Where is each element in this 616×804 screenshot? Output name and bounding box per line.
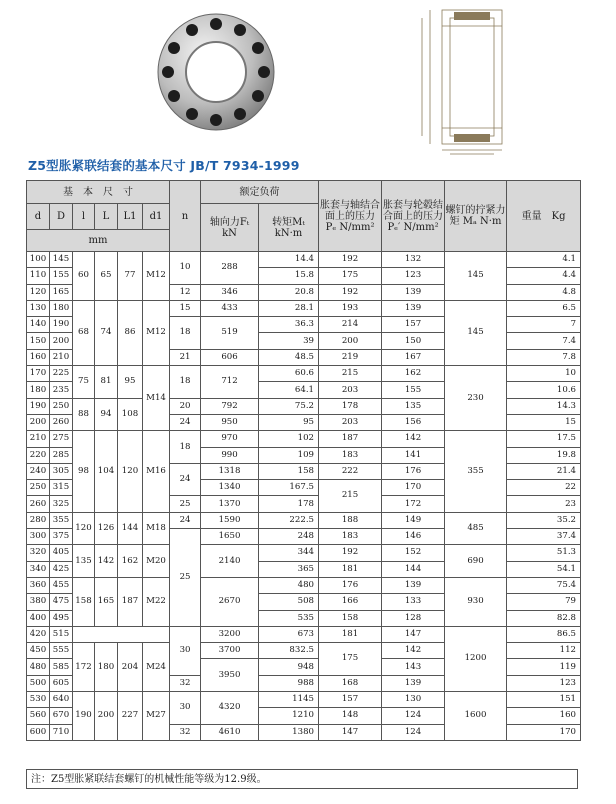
cell-d: 280 xyxy=(27,512,50,528)
cell-pf: 222 xyxy=(319,463,382,479)
cell-pf: 181 xyxy=(319,626,382,642)
cell-L1: 77 xyxy=(118,252,143,301)
cell-d: 560 xyxy=(27,708,50,724)
cell-mt: 39 xyxy=(259,333,319,349)
cell-ft: 1590 xyxy=(201,512,259,528)
cell-D: 285 xyxy=(50,447,73,463)
cell-weight: 151 xyxy=(507,692,581,708)
cell-mt: 673 xyxy=(259,626,319,642)
cell-pf: 219 xyxy=(319,349,382,365)
table-row xyxy=(27,692,581,708)
cell-weight: 19.8 xyxy=(507,447,581,463)
cell-pf2: 156 xyxy=(382,414,445,430)
cell-ft: 4320 xyxy=(201,692,259,725)
cell-weight: 7 xyxy=(507,317,581,333)
cell-weight: 10 xyxy=(507,366,581,382)
cell-weight: 17.5 xyxy=(507,431,581,447)
cell-D: 145 xyxy=(50,252,73,268)
cell-mt: 15.8 xyxy=(259,268,319,284)
cell-n: 30 xyxy=(170,692,201,725)
cell-pf2: 146 xyxy=(382,529,445,545)
cell-D: 155 xyxy=(50,268,73,284)
cell-D: 405 xyxy=(50,545,73,561)
cell-d: 500 xyxy=(27,675,50,691)
cell-ft: 950 xyxy=(201,414,259,430)
cell-ma: 930 xyxy=(445,577,507,626)
cell-d: 120 xyxy=(27,284,50,300)
cell-d: 190 xyxy=(27,398,50,414)
table-row xyxy=(27,626,581,642)
cell-mt: 535 xyxy=(259,610,319,626)
cell-n: 32 xyxy=(170,724,201,740)
cell-pf: 178 xyxy=(319,398,382,414)
cell-L: 74 xyxy=(95,300,118,365)
cell-d: 340 xyxy=(27,561,50,577)
cell-mt: 14.4 xyxy=(259,252,319,268)
cell-D: 355 xyxy=(50,512,73,528)
cell-d: 110 xyxy=(27,268,50,284)
cell-d: 150 xyxy=(27,333,50,349)
cell-d: 600 xyxy=(27,724,50,740)
cell-pf2: 167 xyxy=(382,349,445,365)
cell-weight: 7.4 xyxy=(507,333,581,349)
cell-pf: 175 xyxy=(319,643,382,676)
cell-n: 18 xyxy=(170,366,201,399)
header-weight: 重量 Kg xyxy=(507,181,581,252)
cell-D: 325 xyxy=(50,496,73,512)
cell-mt: 508 xyxy=(259,594,319,610)
cell-pf: 158 xyxy=(319,610,382,626)
cell-d1: M12 xyxy=(143,252,170,301)
header-screw-torque: 螺钉的拧紧力矩 Mₐ N·m xyxy=(445,181,507,252)
cell-pf: 193 xyxy=(319,300,382,316)
cell-pf2: 139 xyxy=(382,300,445,316)
table-row xyxy=(27,300,581,316)
cell-L: 165 xyxy=(95,577,118,626)
cell-D: 515 xyxy=(50,626,73,642)
cell-n: 20 xyxy=(170,398,201,414)
spec-table xyxy=(26,180,581,741)
cell-ma: 145 xyxy=(445,300,507,365)
cell-n: 25 xyxy=(170,529,201,627)
cell-pf2: 143 xyxy=(382,659,445,675)
cell-mt: 95 xyxy=(259,414,319,430)
cell-weight: 14.3 xyxy=(507,398,581,414)
cell-d1: M18 xyxy=(143,512,170,545)
cell-mt: 20.8 xyxy=(259,284,319,300)
cell-d: 360 xyxy=(27,577,50,593)
header-D: D xyxy=(50,204,73,230)
cell-mt: 222.5 xyxy=(259,512,319,528)
cell-pf2: 144 xyxy=(382,561,445,577)
cell-d: 240 xyxy=(27,463,50,479)
cell-d: 530 xyxy=(27,692,50,708)
cell-L1: 162 xyxy=(118,545,143,578)
cell-n: 32 xyxy=(170,675,201,691)
cell-d: 450 xyxy=(27,643,50,659)
cell-d1: M20 xyxy=(143,545,170,578)
cell-pf: 166 xyxy=(319,594,382,610)
cell-pf: 175 xyxy=(319,268,382,284)
cell-pf2: 130 xyxy=(382,692,445,708)
cell-mt: 48.5 xyxy=(259,349,319,365)
cell-l: 135 xyxy=(73,545,95,578)
cell-ft: 1318 xyxy=(201,463,259,479)
cell-L1: 86 xyxy=(118,300,143,365)
cell-D: 260 xyxy=(50,414,73,430)
cell-weight: 4.1 xyxy=(507,252,581,268)
cell-ma: 355 xyxy=(445,431,507,512)
cell-l: 120 xyxy=(73,512,95,545)
cell-l: 158 xyxy=(73,577,95,626)
cell-L1: 187 xyxy=(118,577,143,626)
cell-pf: 183 xyxy=(319,529,382,545)
cell-pf: 148 xyxy=(319,708,382,724)
cell-ft: 3700 xyxy=(201,643,259,659)
cell-D: 710 xyxy=(50,724,73,740)
cell-D: 235 xyxy=(50,382,73,398)
cell-ma: 1600 xyxy=(445,692,507,741)
cell-ft: 519 xyxy=(201,317,259,350)
cell-weight: 10.6 xyxy=(507,382,581,398)
cell-weight: 15 xyxy=(507,414,581,430)
cell-ft: 4610 xyxy=(201,724,259,740)
cell-weight: 75.4 xyxy=(507,577,581,593)
cell-pf: 203 xyxy=(319,414,382,430)
cell-mt: 64.1 xyxy=(259,382,319,398)
cell-ft: 433 xyxy=(201,300,259,316)
cell-weight: 119 xyxy=(507,659,581,675)
cell-d: 250 xyxy=(27,480,50,496)
table-row xyxy=(27,252,581,268)
cell-pf: 147 xyxy=(319,724,382,740)
cell-ft: 346 xyxy=(201,284,259,300)
cell-D: 375 xyxy=(50,529,73,545)
cell-pf2: 150 xyxy=(382,333,445,349)
cell-pf: 187 xyxy=(319,431,382,447)
cell-weight: 112 xyxy=(507,643,581,659)
cell-pf2: 139 xyxy=(382,675,445,691)
cell-pf: 176 xyxy=(319,577,382,593)
cell-D: 315 xyxy=(50,480,73,496)
cell-weight: 86.5 xyxy=(507,626,581,642)
cell-ft: 792 xyxy=(201,398,259,414)
cell-d1: M22 xyxy=(143,577,170,626)
cell-ft: 3950 xyxy=(201,659,259,692)
cell-weight: 23 xyxy=(507,496,581,512)
cell-d: 260 xyxy=(27,496,50,512)
cell-mt: 832.5 xyxy=(259,643,319,659)
header-d: d xyxy=(27,204,50,230)
cell-L: 180 xyxy=(95,643,118,692)
cell-pf2: 176 xyxy=(382,463,445,479)
header-d1: d1 xyxy=(143,204,170,230)
cell-ft: 990 xyxy=(201,447,259,463)
cell-D: 475 xyxy=(50,594,73,610)
cell-mt: 948 xyxy=(259,659,319,675)
cell-L1: 144 xyxy=(118,512,143,545)
cell-L1: 108 xyxy=(118,398,143,431)
cell-d1: M27 xyxy=(143,692,170,741)
cell-D: 425 xyxy=(50,561,73,577)
cell-weight: 4.4 xyxy=(507,268,581,284)
cell-L: 81 xyxy=(95,366,118,399)
cell-pf2: 123 xyxy=(382,268,445,284)
header-L1: L1 xyxy=(118,204,143,230)
cell-D: 640 xyxy=(50,692,73,708)
cell-pf2: 147 xyxy=(382,626,445,642)
cell-weight: 160 xyxy=(507,708,581,724)
cell-pf: 181 xyxy=(319,561,382,577)
cell-l: 190 xyxy=(73,692,95,741)
cell-mt: 36.3 xyxy=(259,317,319,333)
cell-pf2: 162 xyxy=(382,366,445,382)
cell-pf2: 132 xyxy=(382,252,445,268)
cell-weight: 123 xyxy=(507,675,581,691)
cell-n: 30 xyxy=(170,626,201,675)
table-row xyxy=(27,545,581,561)
cell-pf: 192 xyxy=(319,252,382,268)
cell-pf2: 124 xyxy=(382,708,445,724)
cell-D: 200 xyxy=(50,333,73,349)
cell-mt: 248 xyxy=(259,529,319,545)
cell-D: 250 xyxy=(50,398,73,414)
cell-pf: 192 xyxy=(319,284,382,300)
cell-ma: 1200 xyxy=(445,626,507,691)
cell-pf2: 172 xyxy=(382,496,445,512)
header-sleeve-hub: 胀套与轮毂结合面上的压力Pₑ′ N/mm² xyxy=(382,181,445,252)
cell-weight: 6.5 xyxy=(507,300,581,316)
cell-l: 98 xyxy=(73,431,95,512)
cell-ft: 606 xyxy=(201,349,259,365)
cell-mt: 28.1 xyxy=(259,300,319,316)
cell-l: 60 xyxy=(73,252,95,301)
cell-n: 25 xyxy=(170,496,201,512)
cell-pf2: 170 xyxy=(382,480,445,496)
cell-L1: 120 xyxy=(118,431,143,512)
cell-L: 142 xyxy=(95,545,118,578)
header-sleeve-shaft: 胀套与轴结合面上的压力 Pₑ N/mm² xyxy=(319,181,382,252)
cell-n: 15 xyxy=(170,300,201,316)
cell-blank xyxy=(73,626,170,642)
cell-ft: 288 xyxy=(201,252,259,285)
cell-d: 210 xyxy=(27,431,50,447)
cell-d1: M16 xyxy=(143,431,170,512)
cell-d1: M24 xyxy=(143,643,170,692)
cell-weight: 54.1 xyxy=(507,561,581,577)
cell-D: 275 xyxy=(50,431,73,447)
illustration-area xyxy=(0,0,616,150)
cell-mt: 178 xyxy=(259,496,319,512)
expansion-sleeve-photo xyxy=(150,6,278,134)
cell-ma: 690 xyxy=(445,545,507,578)
cell-weight: 51.3 xyxy=(507,545,581,561)
cell-pf2: 133 xyxy=(382,594,445,610)
cell-D: 180 xyxy=(50,300,73,316)
cell-pf: 214 xyxy=(319,317,382,333)
cell-mt: 988 xyxy=(259,675,319,691)
header-n: n xyxy=(170,181,201,252)
cell-pf: 188 xyxy=(319,512,382,528)
cell-ma: 230 xyxy=(445,366,507,431)
table-footnote: 注：Z5型胀紧联结套螺钉的机械性能等级为12.9级。 xyxy=(26,769,578,789)
cell-pf: 192 xyxy=(319,545,382,561)
cell-ft: 970 xyxy=(201,431,259,447)
cell-weight: 79 xyxy=(507,594,581,610)
cell-mt: 1380 xyxy=(259,724,319,740)
cell-L: 126 xyxy=(95,512,118,545)
cell-L1: 204 xyxy=(118,643,143,692)
cell-D: 190 xyxy=(50,317,73,333)
cell-weight: 4.8 xyxy=(507,284,581,300)
cell-pf2: 141 xyxy=(382,447,445,463)
cell-d: 200 xyxy=(27,414,50,430)
cell-D: 225 xyxy=(50,366,73,382)
cell-n: 24 xyxy=(170,512,201,528)
cell-L: 65 xyxy=(95,252,118,301)
cell-D: 495 xyxy=(50,610,73,626)
cell-pf: 157 xyxy=(319,692,382,708)
cell-pf: 183 xyxy=(319,447,382,463)
cell-n: 12 xyxy=(170,284,201,300)
cell-mt: 75.2 xyxy=(259,398,319,414)
cell-ft: 712 xyxy=(201,366,259,399)
cell-pf2: 155 xyxy=(382,382,445,398)
cell-pf2: 157 xyxy=(382,317,445,333)
cell-ft: 3200 xyxy=(201,626,259,642)
cell-mt: 480 xyxy=(259,577,319,593)
page-title: Z5型胀紧联结套的基本尺寸 JB/T 7934-1999 xyxy=(28,158,300,173)
cell-pf2: 142 xyxy=(382,643,445,659)
cell-mt: 1210 xyxy=(259,708,319,724)
cell-mt: 1145 xyxy=(259,692,319,708)
cell-pf2: 149 xyxy=(382,512,445,528)
cell-l: 172 xyxy=(73,643,95,692)
cell-pf2: 135 xyxy=(382,398,445,414)
cell-mt: 102 xyxy=(259,431,319,447)
header-mm-unit: mm xyxy=(27,230,170,252)
cell-D: 455 xyxy=(50,577,73,593)
header-l: l xyxy=(73,204,95,230)
cell-L1: 227 xyxy=(118,692,143,741)
cell-pf2: 139 xyxy=(382,577,445,593)
cell-d: 100 xyxy=(27,252,50,268)
cell-d: 180 xyxy=(27,382,50,398)
cell-mt: 109 xyxy=(259,447,319,463)
cell-pf2: 142 xyxy=(382,431,445,447)
table-row xyxy=(27,577,581,593)
header-basic-size: 基 本 尺 寸 xyxy=(27,181,170,204)
header-rated-load: 额定负荷 xyxy=(201,181,319,204)
cell-mt: 60.6 xyxy=(259,366,319,382)
cell-d: 400 xyxy=(27,610,50,626)
header-torque: 转矩Mₜ kN·m xyxy=(259,204,319,252)
cell-weight: 35.2 xyxy=(507,512,581,528)
cell-L: 200 xyxy=(95,692,118,741)
cell-n: 21 xyxy=(170,349,201,365)
cell-mt: 365 xyxy=(259,561,319,577)
header-L: L xyxy=(95,204,118,230)
cell-pf2: 124 xyxy=(382,724,445,740)
cell-l: 88 xyxy=(73,398,95,431)
cell-pf: 168 xyxy=(319,675,382,691)
cell-d1: M14 xyxy=(143,366,170,431)
cell-ma: 485 xyxy=(445,512,507,545)
cell-ft: 1650 xyxy=(201,529,259,545)
cell-D: 605 xyxy=(50,675,73,691)
cell-pf: 215 xyxy=(319,480,382,513)
cell-mt: 167.5 xyxy=(259,480,319,496)
cell-pf2: 139 xyxy=(382,284,445,300)
sleeve-section-drawing xyxy=(410,6,510,156)
cell-n: 24 xyxy=(170,414,201,430)
table-row xyxy=(27,512,581,528)
cell-n: 18 xyxy=(170,431,201,464)
cell-ma: 145 xyxy=(445,252,507,301)
table-row xyxy=(27,366,581,382)
header-axial-force: 轴向力Fₜ kN xyxy=(201,204,259,252)
cell-pf: 200 xyxy=(319,333,382,349)
cell-l: 68 xyxy=(73,300,95,365)
cell-ft: 2670 xyxy=(201,577,259,626)
cell-n: 18 xyxy=(170,317,201,350)
cell-weight: 37.4 xyxy=(507,529,581,545)
cell-weight: 21.4 xyxy=(507,463,581,479)
cell-L: 104 xyxy=(95,431,118,512)
cell-d: 160 xyxy=(27,349,50,365)
cell-d1: M12 xyxy=(143,300,170,365)
cell-D: 210 xyxy=(50,349,73,365)
cell-D: 305 xyxy=(50,463,73,479)
cell-d: 140 xyxy=(27,317,50,333)
cell-d: 220 xyxy=(27,447,50,463)
cell-pf2: 128 xyxy=(382,610,445,626)
cell-weight: 170 xyxy=(507,724,581,740)
cell-D: 670 xyxy=(50,708,73,724)
cell-pf2: 152 xyxy=(382,545,445,561)
cell-D: 555 xyxy=(50,643,73,659)
cell-weight: 22 xyxy=(507,480,581,496)
cell-weight: 82.8 xyxy=(507,610,581,626)
cell-d: 480 xyxy=(27,659,50,675)
cell-d: 320 xyxy=(27,545,50,561)
cell-L: 94 xyxy=(95,398,118,431)
cell-D: 165 xyxy=(50,284,73,300)
cell-ft: 2140 xyxy=(201,545,259,578)
cell-mt: 158 xyxy=(259,463,319,479)
cell-L1: 95 xyxy=(118,366,143,399)
cell-d: 130 xyxy=(27,300,50,316)
cell-pf: 203 xyxy=(319,382,382,398)
cell-n: 24 xyxy=(170,463,201,496)
cell-d: 300 xyxy=(27,529,50,545)
cell-d: 170 xyxy=(27,366,50,382)
table-row xyxy=(27,431,581,447)
cell-d: 420 xyxy=(27,626,50,642)
cell-ft: 1340 xyxy=(201,480,259,496)
cell-l: 75 xyxy=(73,366,95,399)
cell-d: 380 xyxy=(27,594,50,610)
cell-D: 585 xyxy=(50,659,73,675)
cell-n: 10 xyxy=(170,252,201,285)
cell-ft: 1370 xyxy=(201,496,259,512)
cell-mt: 344 xyxy=(259,545,319,561)
cell-pf: 215 xyxy=(319,366,382,382)
cell-weight: 7.8 xyxy=(507,349,581,365)
